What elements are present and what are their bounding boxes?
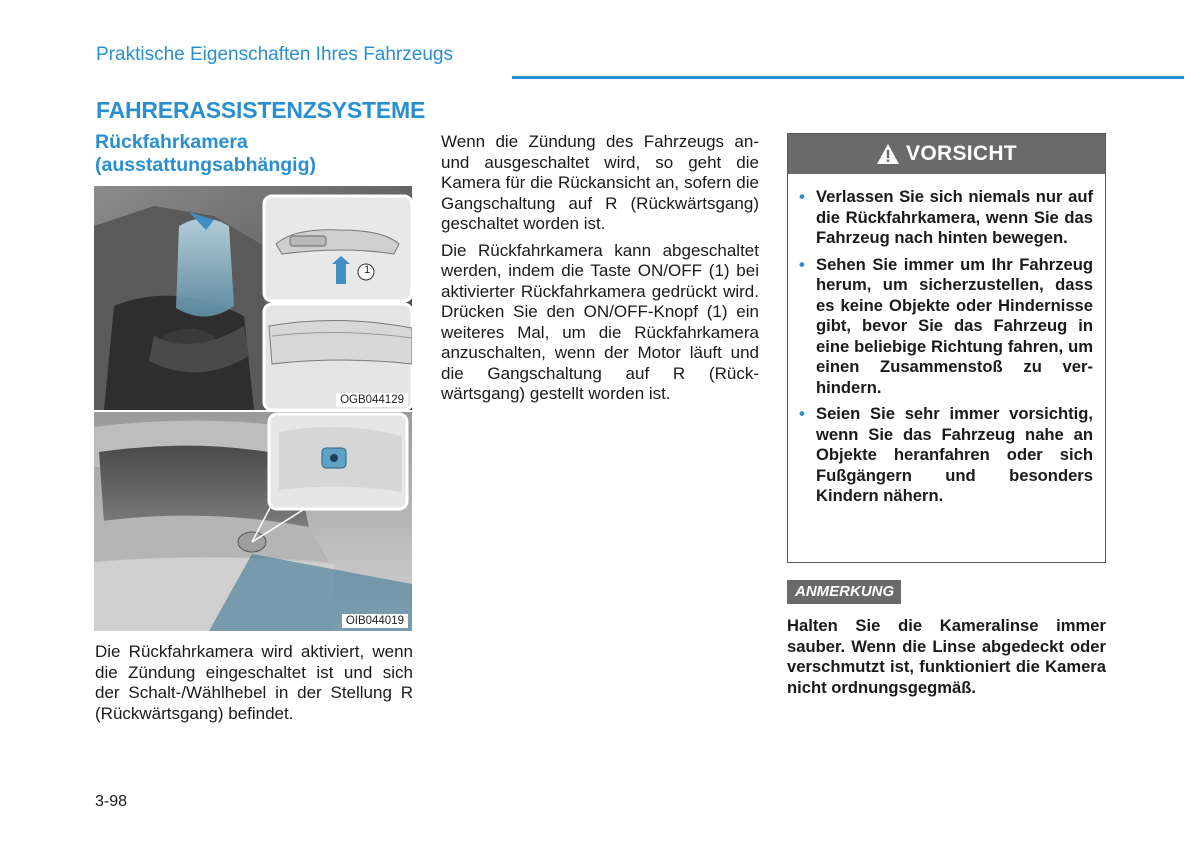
caution-title: VORSICHT [906, 142, 1017, 165]
subsection-title-line2: (ausstattungsabhängig) [95, 154, 317, 176]
caution-item: • Sehen Sie immer um Ihr Fahrzeug herum, um sicherzustellen, dass es keine Objekte oder Hindernisse gibt, bevor Sie das Fahrzeug in eine beliebige Richtung fahren, um einen Zusammenstoß zu verhindern. [799, 254, 1093, 397]
column2-paragraph2: Die Rückfahrkamera kann abgeschaltet werden, indem die Taste ON/OFF (1) bei aktivierter Rückfahrkamera gedrückt wird. Drücken Sie den ON/OFF-Knopf (1) ein weiteres Mal, um die Rückfahrkamera anzuschalten, wenn der Motor läuft und die Gangschaltung auf R (Rückwärtsgang) gestellt worden ist. [441, 240, 759, 403]
figure-gear-shift-mirror [94, 186, 412, 410]
section-title: FAHRERASSISTENZSYSTEME [96, 97, 426, 123]
column1-paragraph: Die Rückfahrkamera wird aktiviert, wenn die Zündung eingeschaltet ist und sich der Schalt-/Wählhebel in der Stellung R (Rückwärtsgang) befindet. [95, 642, 413, 723]
running-header: Praktische Eigenschaften Ihres Fahrzeugs [96, 44, 453, 65]
column2 [441, 132, 759, 411]
caution-box [787, 133, 1106, 563]
caution-list [788, 174, 1105, 507]
subsection-title [95, 131, 316, 177]
caution-item: • Seien Sie sehr immer vorsichtig, wenn Sie das Fahrzeug nahe an Objekte heranfahren oder sich Fußgängern und besonders Kindern nähern. [799, 404, 1093, 505]
note-badge: ANMERKUNG [787, 580, 901, 604]
caution-item: • Verlassen Sie sich niemals nur auf die Rückfahrkamera, wenn Sie das Fahrzeug nach hinten bewegen. [799, 187, 1093, 247]
column2-paragraph1: Wenn die Zündung des Fahrzeugs an- und ausgeschaltet wird, so geht die Kamera für die Rückansicht an, sofern die Gangschaltung auf R (Rückwärtsgang) geschaltet worden ist. [441, 132, 759, 233]
note-text: Halten Sie die Kameralinse immer sauber. Wenn die Linse abgedeckt oder verschmutzt ist, funktioniert die Kamera nicht ordnungsgegmäß. [787, 616, 1106, 697]
gear-shift-illustration [94, 186, 412, 410]
rear-car-illustration [94, 412, 412, 631]
header-rule [512, 76, 1184, 79]
subsection-title-line1: Rückfahrkamera [95, 131, 248, 153]
figure-code: OGB044129 [336, 393, 408, 407]
figure-callout-number: 1 [363, 264, 371, 276]
warning-triangle-icon [876, 143, 900, 165]
figure-rear-camera [94, 412, 412, 631]
page-number: 3-98 [95, 793, 128, 810]
figure-code: OIB044019 [342, 614, 408, 628]
caution-header [788, 134, 1105, 174]
